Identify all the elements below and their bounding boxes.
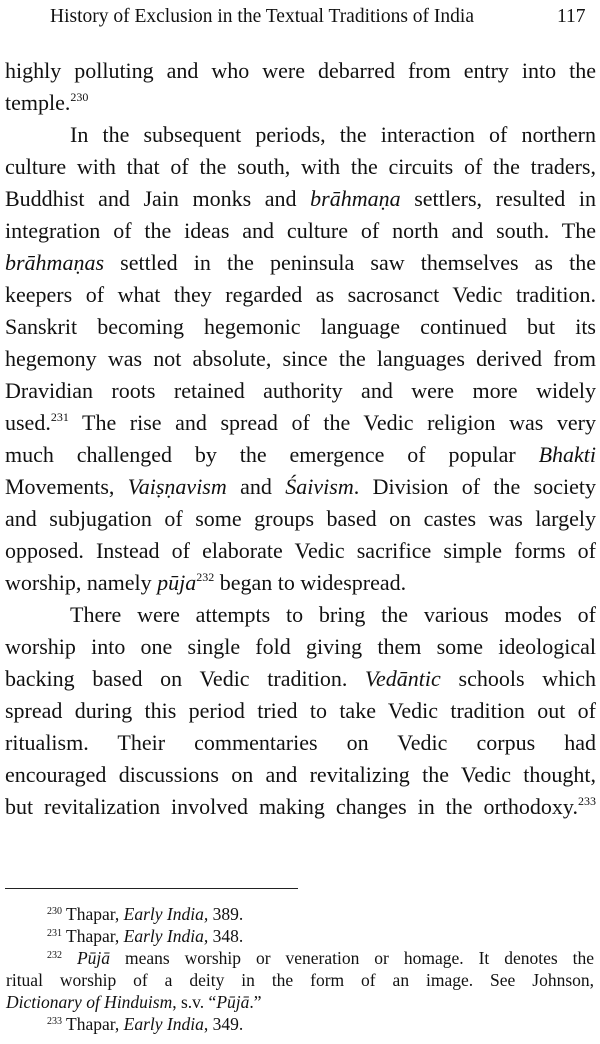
text-line <box>5 695 596 727</box>
text-line <box>5 503 596 535</box>
italic-term: Dictionary of Hinduism <box>6 992 173 1012</box>
footnote-number: 232 <box>47 950 62 961</box>
text-segment: , s.v. “ <box>172 992 217 1012</box>
text-segment: began to widespread. <box>214 570 407 595</box>
text-segment: but revitalization involved making changes in the orthodoxy. <box>5 794 578 819</box>
text-segment: Movements, <box>5 474 128 499</box>
text-line <box>5 151 596 183</box>
page-number: 117 <box>557 6 586 27</box>
text-segment: means worship or veneration or homage. It denotes the <box>110 948 594 968</box>
footnote-ref: 233 <box>578 794 596 808</box>
italic-term: Pūjā <box>76 948 111 968</box>
footnote-line <box>6 991 594 1013</box>
footnote-number: 230 <box>47 906 62 917</box>
text-line <box>5 471 596 503</box>
italic-term: pūja <box>157 570 197 595</box>
text-line <box>5 535 596 567</box>
text-segment: Thapar, <box>62 1014 124 1034</box>
italic-term: Early India, <box>123 904 209 924</box>
text-segment: schools which <box>440 666 597 691</box>
text-line <box>5 375 596 407</box>
text-segment: Thapar, <box>62 926 124 946</box>
text-segment <box>62 948 77 968</box>
text-segment: much challenged by the emergence of popular <box>5 442 539 467</box>
text-line <box>5 279 596 311</box>
italic-term: Śaivism <box>285 474 354 499</box>
text-line <box>5 183 596 215</box>
text-segment: 348. <box>208 926 244 946</box>
text-segment: opposed. Instead of elaborate Vedic sacrifice simple forms of <box>5 538 596 563</box>
text-segment: Thapar, <box>62 904 124 924</box>
footnote <box>47 925 594 947</box>
text-segment: spread during this period tried to take Vedic tradition out of <box>5 698 596 723</box>
footnote-divider <box>5 888 298 889</box>
text-segment: The rise and spread of the Vedic religion was very <box>68 410 596 435</box>
running-title: History of Exclusion in the Textual Traditions of India <box>50 6 474 27</box>
text-line <box>5 407 596 439</box>
running-header <box>0 0 600 40</box>
text-segment: Dravidian roots retained authority and were more widely <box>5 378 596 403</box>
text-segment: .” <box>249 992 262 1012</box>
text-segment: 389. <box>208 904 244 924</box>
italic-term: brāhmaṇas <box>5 250 105 275</box>
text-line <box>5 215 596 247</box>
text-segment: . Division of the society <box>353 474 596 499</box>
text-line <box>5 663 596 695</box>
text-line <box>5 343 596 375</box>
text-line <box>5 791 596 823</box>
text-segment: worship into one single fold giving them some ideological <box>5 634 596 659</box>
text-segment: Sanskrit becoming hegemonic language continued but its <box>5 314 596 339</box>
text-line <box>70 119 596 151</box>
text-segment: There were attempts to bring the various modes of <box>70 602 596 627</box>
text-line <box>5 567 596 599</box>
italic-term: Early India <box>123 1014 204 1034</box>
italic-term: Vaiṣṇavism <box>127 474 227 499</box>
text-segment: and <box>226 474 286 499</box>
text-line <box>5 759 596 791</box>
text-line <box>5 55 596 87</box>
footnote <box>47 947 594 969</box>
text-line <box>70 599 596 631</box>
text-segment: ritualism. Their commentaries on Vedic corpus had <box>5 730 596 755</box>
footnote-ref: 232 <box>196 570 215 584</box>
text-segment: used. <box>5 410 51 435</box>
text-segment: In the subsequent periods, the interaction of northern <box>70 122 596 147</box>
text-segment: and subjugation of some groups based on castes was largely <box>5 506 596 531</box>
footnote-line <box>6 969 594 991</box>
text-line <box>5 727 596 759</box>
text-segment: keepers of what they regarded as sacrosanct Vedic tradition. <box>5 282 596 307</box>
footnote-number: 231 <box>47 928 62 939</box>
italic-term: Early India, <box>123 926 209 946</box>
text-segment: , 349. <box>203 1014 244 1034</box>
text-line <box>5 311 596 343</box>
footnote <box>47 1013 594 1035</box>
text-segment: settlers, resulted in <box>400 186 596 211</box>
footnote <box>47 903 594 925</box>
text-line <box>5 439 596 471</box>
text-segment: temple. <box>5 90 71 115</box>
text-segment: hegemony was not absolute, since the languages derived from <box>5 346 596 371</box>
italic-term: Vedāntic <box>365 666 441 691</box>
text-line <box>5 87 596 119</box>
text-segment: highly polluting and who were debarred from entry into the <box>5 58 596 83</box>
text-segment: integration of the ideas and culture of north and south. The <box>5 218 596 243</box>
text-segment: backing based on Vedic tradition. <box>5 666 366 691</box>
text-line <box>5 631 596 663</box>
italic-term: Bhakti <box>538 442 596 467</box>
text-segment: Buddhist and Jain monks and <box>5 186 311 211</box>
text-segment: worship, namely <box>5 570 158 595</box>
footnote-ref: 231 <box>50 410 69 424</box>
italic-term: Pūjā <box>216 992 250 1012</box>
text-segment: ritual worship of a deity in the form of an image. See Johnson, <box>6 970 594 990</box>
footnote-ref: 230 <box>70 90 89 104</box>
text-segment: settled in the peninsula saw themselves as the <box>104 250 596 275</box>
text-segment: culture with that of the south, with the circuits of the traders, <box>5 154 596 179</box>
italic-term: brāhmaṇa <box>310 186 401 211</box>
text-line <box>5 247 596 279</box>
footnote-number: 233 <box>47 1016 62 1027</box>
text-segment: encouraged discussions on and revitalizing the Vedic thought, <box>5 762 596 787</box>
